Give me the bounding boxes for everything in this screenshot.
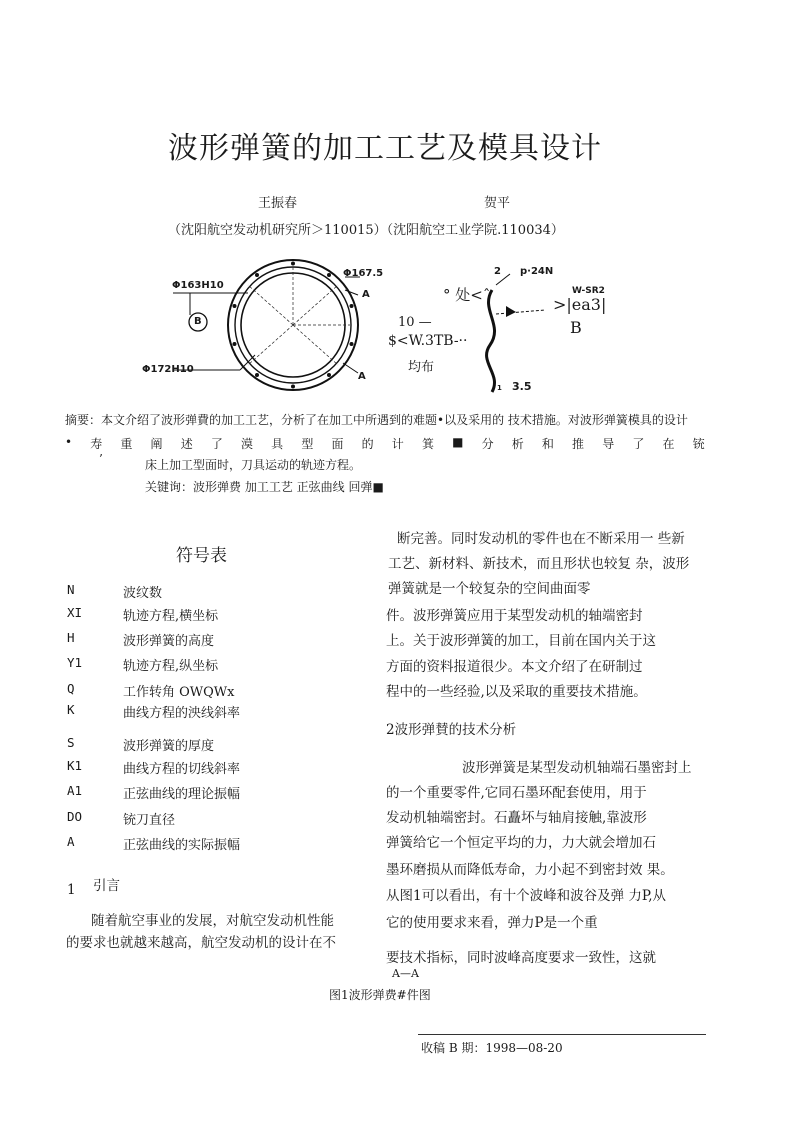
abstract-word: 漠 [241, 437, 254, 451]
section-2-heading: 2波形弹賛的技术分析 [386, 722, 517, 738]
symbol-desc: 波形弹簧的厚度 [123, 739, 215, 754]
paper-title: 波形弹簧的加工工艺及模具设计 [168, 131, 602, 166]
abstract-word: 阐 [150, 437, 163, 451]
intro-line-2: 的要求也就越来越高，航空发动机的设计在不 [66, 935, 336, 951]
symbol-row [67, 735, 214, 754]
symbol-row [67, 605, 218, 624]
affiliations: （沈阳航空发动机研究所＞110015）（沈阳航空工业学院.110034） [168, 223, 564, 238]
section-2-line: 从图1可以看出，有十个波峰和波谷及弹 力P,从 [386, 888, 667, 904]
fig-label-w3tb: $<W.3TB-·· [388, 333, 468, 349]
symbol: Y1 [67, 655, 83, 670]
symbol: DO [67, 809, 83, 824]
symbol-desc: 波形弹簧的高度 [123, 634, 215, 649]
footnote-rule [418, 1034, 706, 1035]
section-2-line: 弹簧给它一个恒定平均的力，力大就会增加石 [386, 835, 656, 851]
symbol-row [67, 809, 175, 828]
fig-label-a-bottom: A [358, 371, 366, 382]
abstract-word: • [65, 435, 73, 449]
abstract-word: 分 [481, 437, 494, 451]
symbol: N [67, 582, 75, 597]
fig-label-ea3: >|ea3| [553, 295, 607, 314]
abstract-word: 导 [602, 437, 615, 451]
fig-label-b-right: B [570, 318, 582, 337]
author-1: 王振春 [258, 196, 298, 211]
fig-label-d167: Φ167.5 [343, 268, 384, 279]
symbol: K [67, 702, 75, 717]
abstract-word: 了 [632, 437, 645, 451]
fig-label-3-5: 3.5 [512, 380, 532, 393]
fig-label-p24n: p·24N [520, 266, 554, 277]
right-col-line: 上。关于波形弹簧的加工，目前在国内关于这 [386, 633, 656, 649]
author-2: 贺平 [484, 196, 511, 211]
fig-label-10: 10 — [398, 315, 432, 330]
fig-label-b-circle: B [194, 316, 202, 327]
section-2-line: 发动机轴端密封。石矗坏与轴肩接触,靠波形 [386, 810, 647, 826]
symbol-desc: 曲线方程的切线斜率 [123, 762, 241, 777]
abstract-word: 具 [271, 437, 284, 451]
abstract-line-3: 床上加工型面时，刀具运动的轨迹方程。 [145, 458, 362, 472]
section-2-line: 它的使用要求来看，弹力P是一个重 [386, 915, 598, 931]
keywords: 关键询：波形弹费 加工工艺 正弦曲线 回弹■ [145, 480, 384, 494]
abstract-word: 铳 [692, 437, 705, 451]
symbol-row [67, 783, 240, 802]
right-col-line: 弹簧就是一个较复杂的空间曲面零 [388, 581, 591, 597]
fig-label-a-top: A [362, 289, 370, 300]
fig-label-wsr2: W-SR2 [572, 286, 605, 296]
symbol-desc: 轨迹方程,横坐标 [123, 609, 219, 624]
abstract-mark: ’ [99, 452, 103, 466]
symbol-desc: 正弦曲线的实际振幅 [123, 838, 241, 853]
symbol-row [67, 702, 240, 721]
section-1-number: 1 [67, 882, 76, 898]
figure-section-label: A—A [392, 967, 419, 980]
right-col-line: 断完善。同时发动机的零件也在不断采用一 些新 [397, 531, 685, 547]
right-col-line: 工艺、新材料、新技术，而且形状也较复 杂，波形 [388, 556, 690, 572]
right-col-line: 方面的资料报道很少。本文介绍了在研制过 [386, 659, 643, 675]
symbol-row [67, 834, 240, 853]
right-col-line: 程中的一些经验,以及采取的重要技术措施。 [386, 684, 647, 700]
abstract-word: 重 [120, 437, 133, 451]
fig-label-d163: Φ163H10 [172, 280, 224, 291]
symbol-desc: 正弦曲线的理论振幅 [123, 787, 241, 802]
intro-line-1: 随着航空事业的发展，对航空发动机性能 [91, 913, 334, 929]
symbol-desc: 轨迹方程,纵坐标 [123, 659, 219, 674]
abstract-word: 的 [361, 437, 374, 451]
abstract-word: 在 [662, 437, 675, 451]
fig-label-2: 2 [494, 266, 501, 277]
abstract-word: 面 [331, 437, 344, 451]
abstract-word: 箕 [421, 437, 434, 451]
fig-label-1: 1 [497, 384, 502, 392]
figure-caption: 图1波形弹费#件图 [329, 988, 431, 1002]
fig-label-chu: ° 处<ˆ [443, 286, 491, 304]
fig-label-junbu: 均布 [408, 360, 435, 375]
symbol-row [67, 655, 218, 674]
symbol: S [67, 735, 75, 750]
symbol: H [67, 630, 75, 645]
abstract-word: 和 [541, 437, 554, 451]
fig-label-d172: Φ172H10 [142, 364, 194, 375]
symbol-row [67, 758, 240, 777]
abstract-word: ■ [452, 435, 464, 449]
symbol-row [67, 582, 162, 601]
abstract-word: 了 [210, 437, 223, 451]
abstract-line-1: 摘要：本文介绍了波形弹費的加工工艺，分析了在加工中所遇到的难题•以及采用的 技术措施。对波形弹簧模具的设计 [65, 413, 688, 427]
symbol: A1 [67, 783, 83, 798]
right-col-line: 件。波形弹簧应用于某型发动机的轴端密封 [386, 608, 643, 624]
symbol-row [67, 630, 214, 649]
abstract-word: 析 [511, 437, 524, 451]
section-2-line: 要技术指标，同时波峰高度要求一致性，这就 [386, 950, 656, 966]
symbol: A [67, 834, 75, 849]
abstract-line-2 [65, 435, 705, 452]
abstract-word: 推 [572, 437, 585, 451]
section-2-line: 墨环磨损从而降低寿命，力小起不到密封效 果。 [386, 862, 674, 878]
section-1-heading: 引言 [93, 878, 120, 894]
abstract-word: 述 [180, 437, 193, 451]
abstract-word: 计 [391, 437, 404, 451]
section-2-line: 波形弹簧是某型发动机轴端石墨密封上 [462, 760, 692, 776]
symbol-desc: 曲线方程的泱线斜率 [123, 706, 241, 721]
symbol-row [67, 681, 235, 700]
symbol-desc: 波纹数 [123, 586, 163, 601]
symbol: Q [67, 681, 75, 696]
abstract-word: 型 [301, 437, 314, 451]
symbol: K1 [67, 758, 83, 773]
symbol: XI [67, 605, 83, 620]
section-2-line: 的一个重要零件,它同石墨环配套使用，用于 [386, 785, 647, 801]
symbol-table-heading: 符号表 [176, 546, 227, 566]
symbol-desc: 工作转角 OWQWx [123, 685, 235, 700]
symbol-desc: 铳刀直径 [123, 813, 176, 828]
abstract-word: 寿 [90, 437, 103, 451]
footnote-received-date: 收稿 B 期：1998—08-20 [421, 1041, 563, 1055]
